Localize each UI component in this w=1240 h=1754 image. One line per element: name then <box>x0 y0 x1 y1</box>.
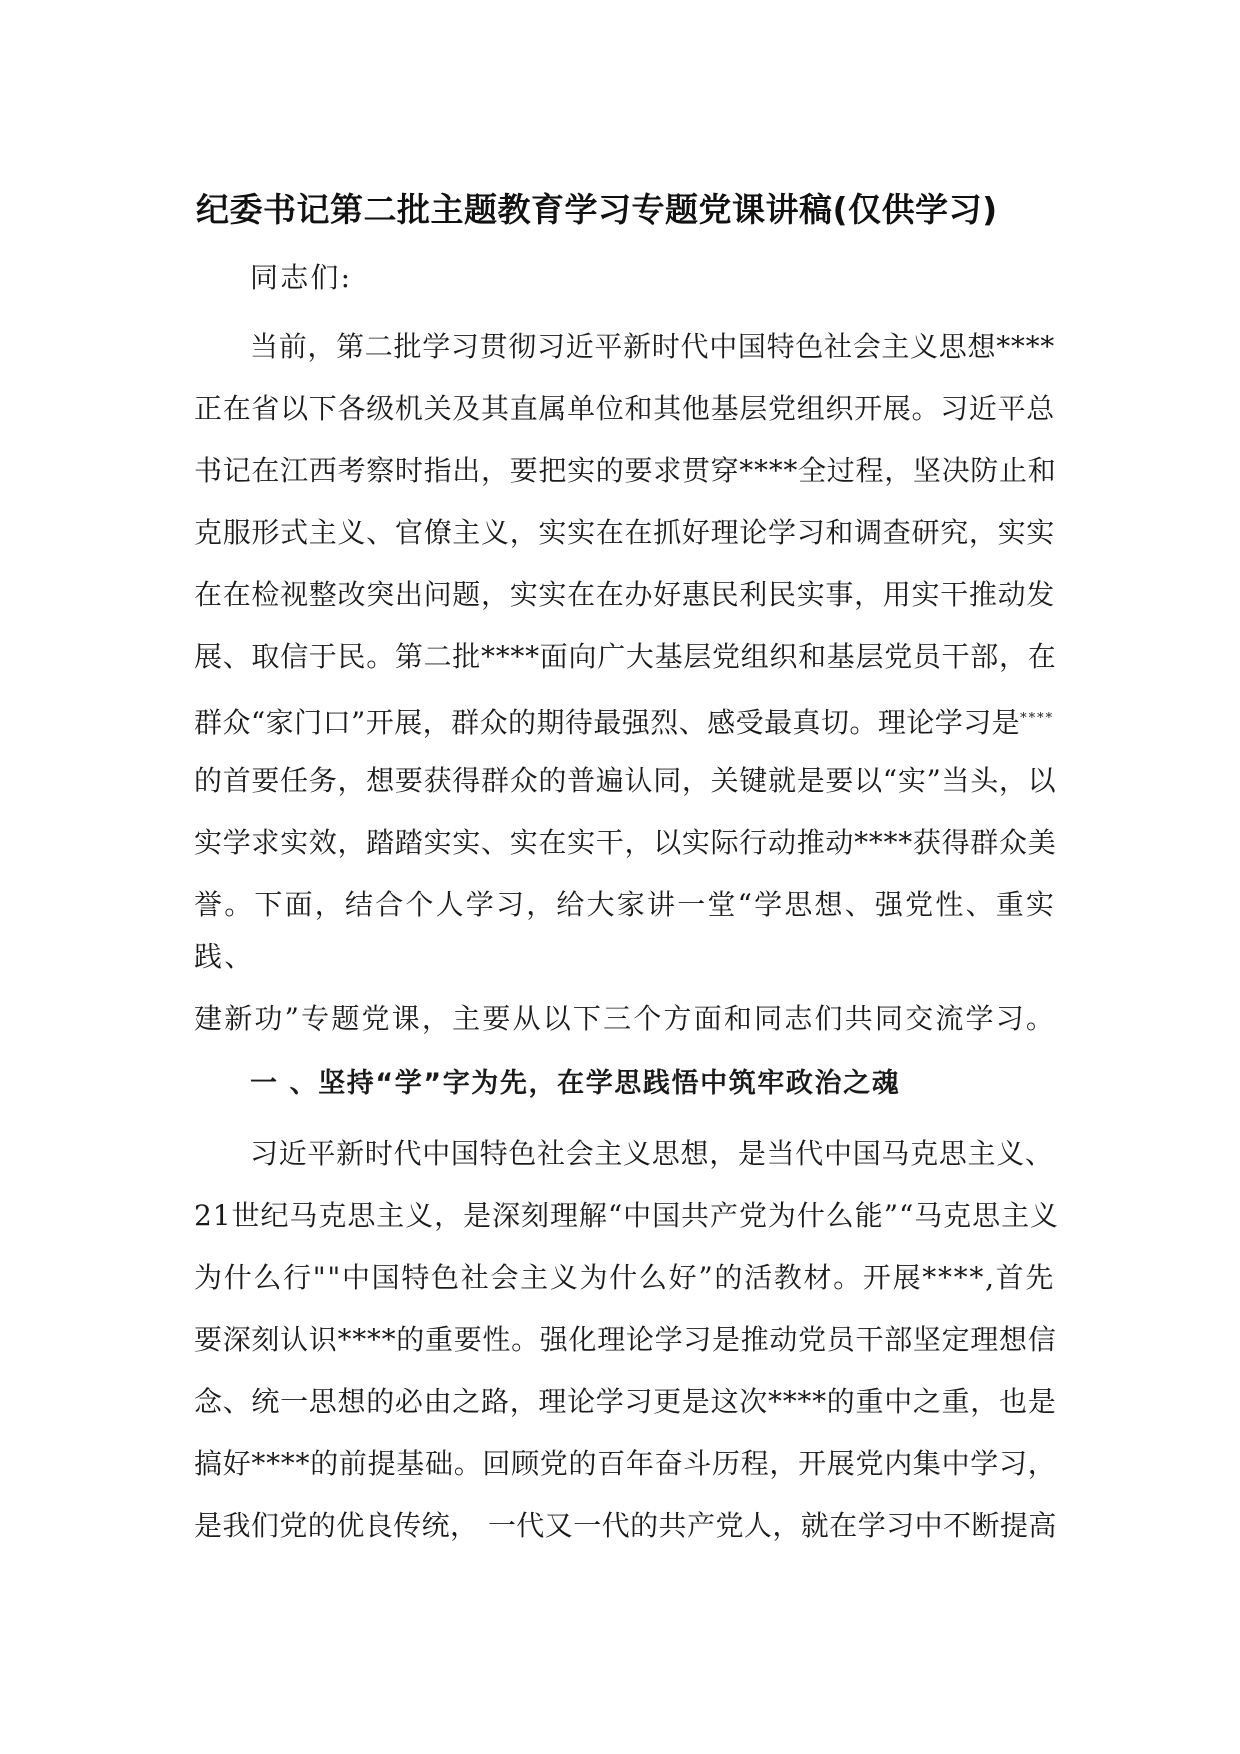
paragraph-line: 实学求实效，踏踏实实、实在实干，以实际行动推动****获得群众美 <box>194 826 1057 859</box>
paragraph-line: 21世纪马克思主义，是深刻理解“中国共产党为什么能”“马克思主义 <box>194 1199 1059 1232</box>
paragraph-line: 的首要任务，想要获得群众的普遍认同，关键就是要以“实”当头，以 <box>194 764 1057 797</box>
paragraph-line: 书记在江西考察时指出，要把实的要求贯穿****全过程，坚决防止和 <box>194 454 1057 487</box>
section-heading: 一 、坚持“学”字为先，在学思践悟中筑牢政治之魂 <box>250 1068 901 1099</box>
paragraph-line-text: 群众“家门口”开展，群众的期待最强烈、感受最真切。理论学习是 <box>194 706 1021 739</box>
paragraph-line: 正在省以下各级机关及其直属单位和其他基层党组织开展。习近平总 <box>194 392 1056 425</box>
paragraph-line: 搞好****的前提基础。回顾党的百年奋斗历程，开展党内集中学习， <box>194 1447 1057 1480</box>
paragraph-line: 要深刻认识****的重要性。强化理论学习是推动党员干部坚定理想信 <box>194 1323 1057 1356</box>
paragraph-line: 在在检视整改突出问题，实实在在办好惠民利民实事，用实干推动发 <box>194 578 1056 611</box>
paragraph-line: 克服形式主义、官僚主义，实实在在抓好理论学习和调查研究，实实 <box>194 516 1056 549</box>
paragraph-line: 展、取信于民。第二批****面向广大基层党组织和基层党员干部，在 <box>194 640 1057 673</box>
paragraph-line: 念、统一思想的必由之路，理论学习更是这次****的重中之重，也是 <box>194 1385 1057 1418</box>
small-stars: **** <box>1020 711 1055 726</box>
salutation: 同志们: <box>250 261 353 294</box>
paragraph-line: 建新功”专题党课，主要从以下三个方面和同志们共同交流学习。 <box>194 1002 1057 1035</box>
paragraph-line: 习近平新时代中国特色社会主义思想，是当代中国马克思主义、 <box>250 1137 1054 1170</box>
paragraph-line: 誉。下面，结合个人学习，给大家讲一堂“学思想、强党性、重实 <box>194 888 1057 921</box>
paragraph-line: 为什么行""中国特色社会主义为什么好”的活教材。开展****,首先 <box>194 1261 1056 1294</box>
document-title: 纪委书记第二批主题教育学习专题党课讲稿(仅供学习) <box>196 190 998 229</box>
paragraph-line: 当前，第二批学习贯彻习近平新时代中国特色社会主义思想**** <box>250 330 1056 363</box>
paragraph-line: 是我们党的优良传统， 一代又一代的共产党人，就在学习中不断提高 <box>194 1509 1057 1542</box>
paragraph-line-with-stars <box>194 699 1054 743</box>
paragraph-line: 践、 <box>194 940 255 973</box>
